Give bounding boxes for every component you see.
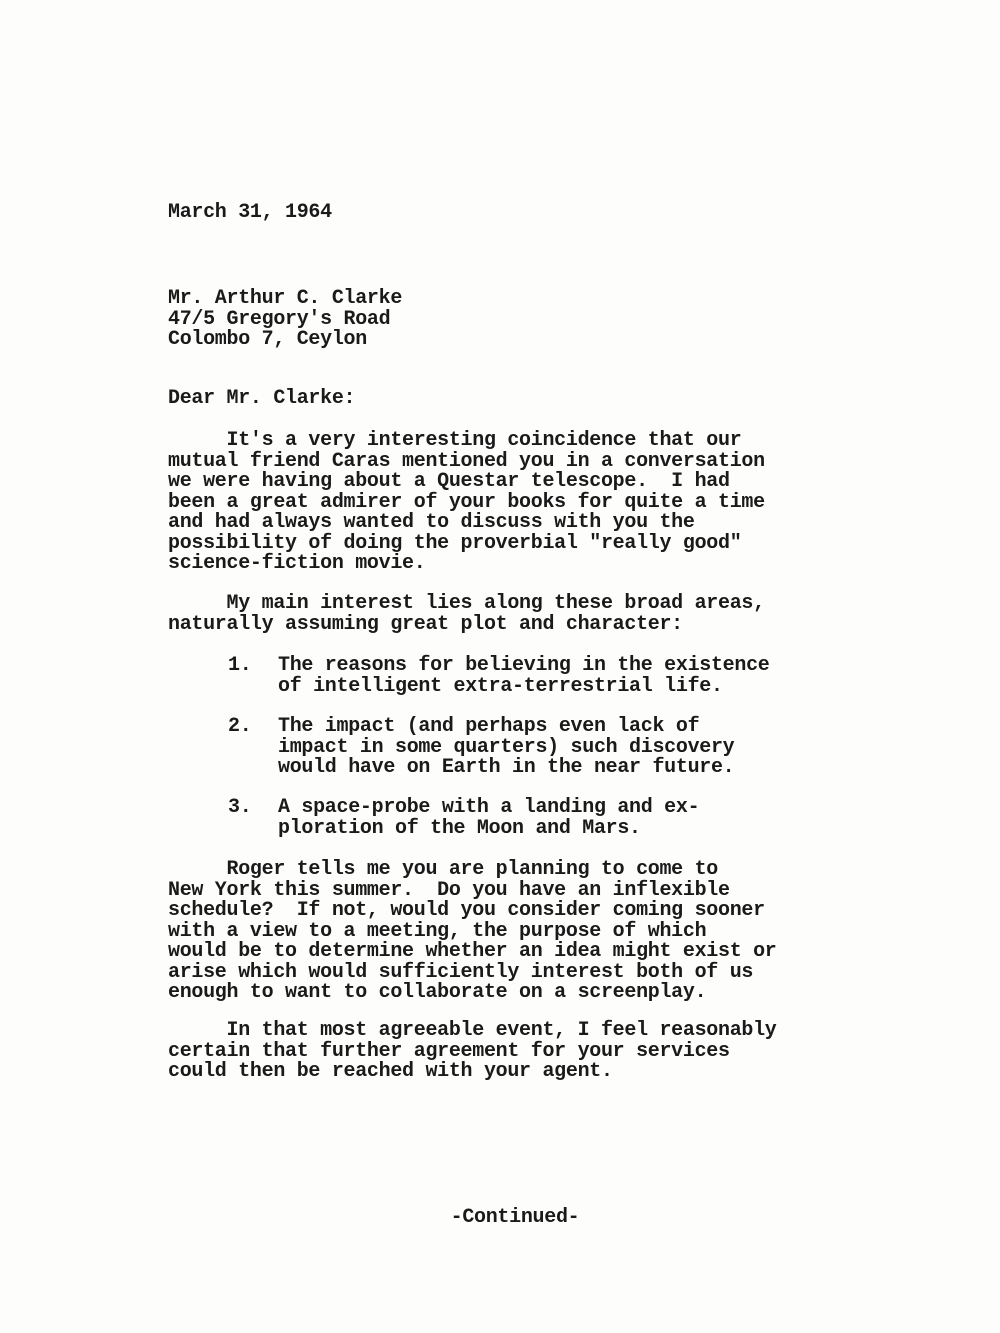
paragraph-line: My main interest lies along these broad areas,	[168, 592, 765, 615]
list-line: would have on Earth in the near future.	[278, 756, 735, 779]
list-line: The reasons for believing in the existence	[278, 654, 770, 677]
paragraph-line: been a great admirer of your books for quite a time	[168, 490, 765, 514]
paragraph-2	[168, 594, 765, 635]
paragraph-3	[168, 860, 777, 1004]
list-line: ploration of the Moon and Mars.	[278, 816, 641, 840]
list-line: A space-probe with a landing and ex-	[278, 796, 700, 819]
paragraph-line: naturally assuming great plot and character:	[168, 612, 683, 636]
recipient-name: Mr. Arthur C. Clarke	[168, 287, 403, 310]
paragraph-1	[168, 431, 765, 575]
paragraph-4	[168, 1021, 777, 1083]
letter-date	[168, 203, 332, 224]
paragraph-line: science-fiction movie.	[168, 552, 426, 575]
paragraph-line: Roger tells me you are planning to come to	[168, 858, 718, 881]
list-number: 1.	[228, 654, 252, 677]
paragraph-line: enough to want to collaborate on a screenplay.	[168, 981, 707, 1004]
recipient-street: 47/5 Gregory's Road	[168, 307, 391, 331]
list-text	[278, 717, 734, 779]
recipient-address	[168, 289, 402, 351]
list-line: of intelligent extra-terrestrial life.	[278, 674, 723, 698]
continued-text: -Continued-	[450, 1206, 580, 1229]
paragraph-line: with a view to a meeting, the purpose of which	[168, 919, 707, 943]
list-line: impact in some quarters) such discovery	[278, 735, 735, 759]
list-text	[278, 656, 769, 697]
paragraph-line: arise which would sufficiently interest both of us	[168, 960, 754, 984]
paragraph-line: we were having about a Questar telescope. I had	[168, 470, 730, 493]
list-line: The impact (and perhaps even lack of	[278, 715, 700, 738]
salutation	[168, 389, 355, 410]
paragraph-line: certain that further agreement for your services	[168, 1039, 730, 1063]
salutation-line: Dear Mr. Clarke:	[168, 387, 356, 410]
paragraph-line: could then be reached with your agent.	[168, 1060, 613, 1083]
recipient-city: Colombo 7, Ceylon	[168, 328, 367, 351]
paragraph-line: possibility of doing the proverbial "really good"	[168, 531, 742, 555]
paragraph-line: and had always wanted to discuss with you the	[168, 511, 695, 534]
paragraph-line: mutual friend Caras mentioned you in a conversation	[168, 449, 765, 473]
list-number: 3.	[228, 796, 252, 819]
paragraph-line: schedule? If not, would you consider coming sooner	[168, 899, 765, 922]
paragraph-line: In that most agreeable event, I feel reasonably	[168, 1019, 777, 1042]
list-text	[278, 798, 699, 839]
list-number: 2.	[228, 715, 252, 738]
date-line: March 31, 1964	[168, 201, 332, 224]
continued-marker	[0, 1206, 1000, 1229]
paragraph-line: It's a very interesting coincidence that our	[168, 429, 742, 452]
paragraph-line: New York this summer. Do you have an inflexible	[168, 878, 730, 902]
paragraph-line: would be to determine whether an idea might exist or	[168, 940, 777, 963]
